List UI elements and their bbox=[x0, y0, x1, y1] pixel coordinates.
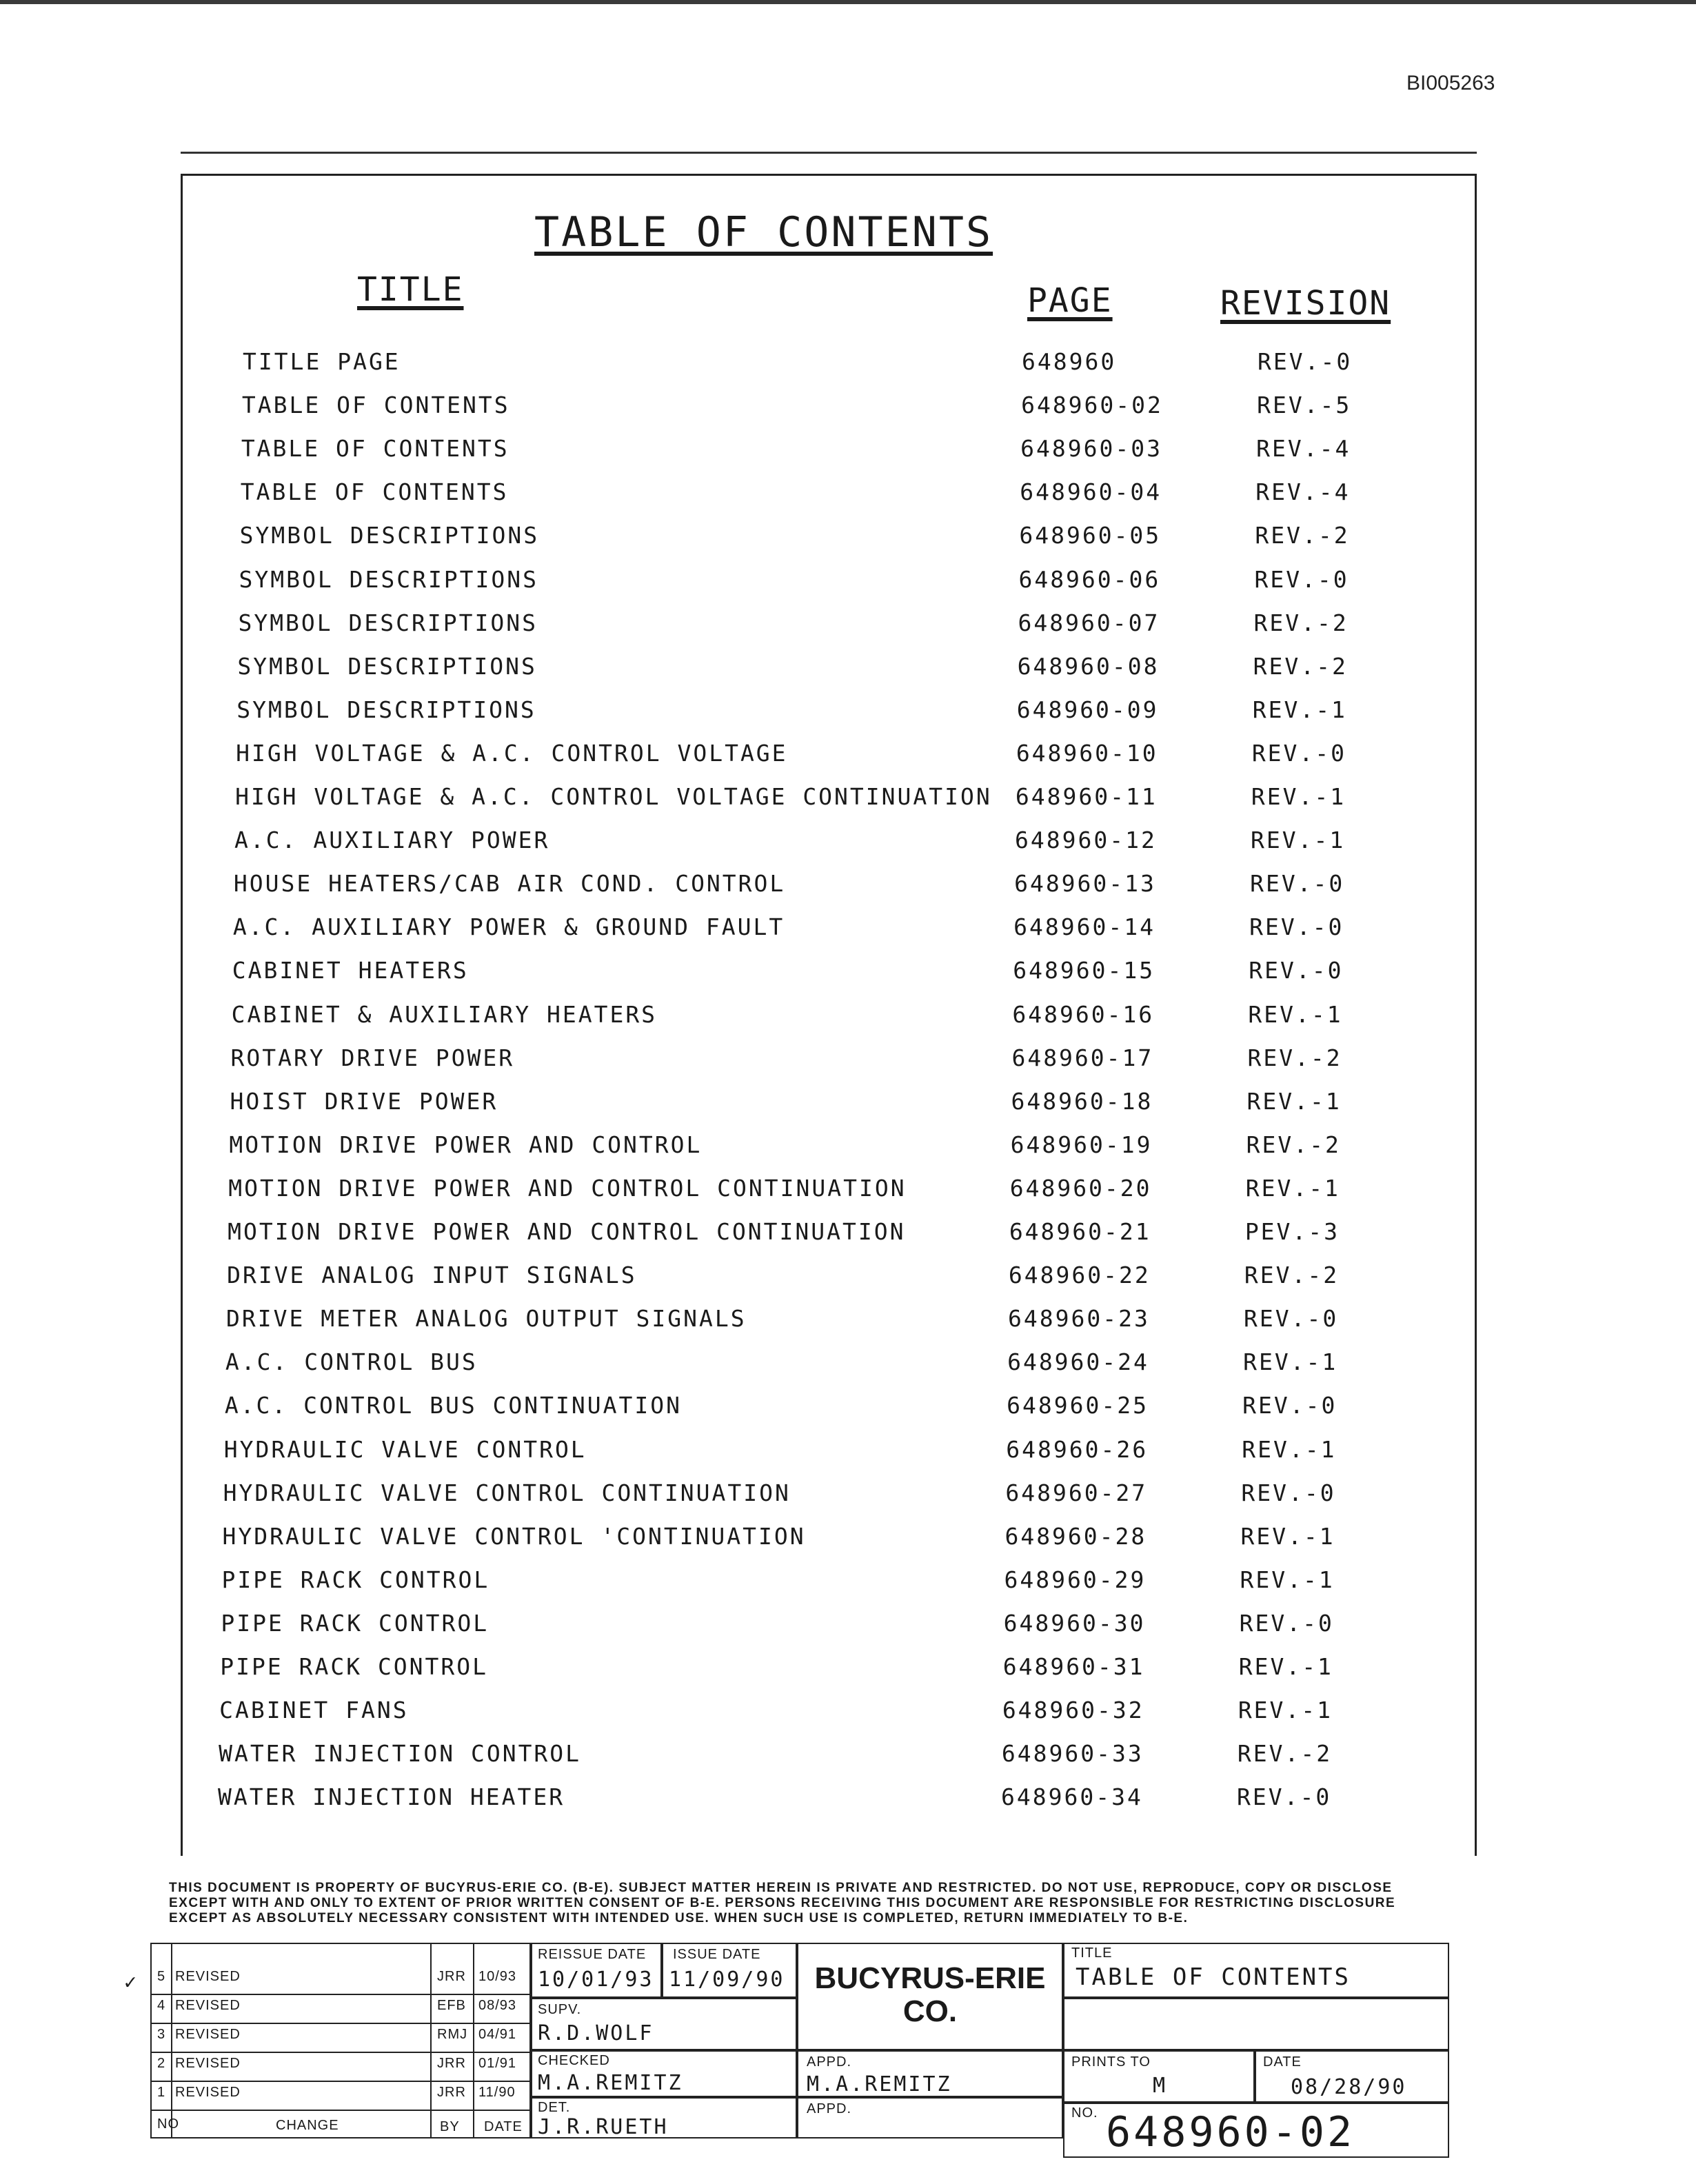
row-title: HYDRAULIC VALVE CONTROL 'CONTINUATION bbox=[222, 1522, 806, 1550]
prints-to-value: M bbox=[1153, 2074, 1168, 2098]
row-page: 648960-26 bbox=[1006, 1435, 1149, 1463]
row-title: HOIST DRIVE POWER bbox=[230, 1087, 498, 1115]
rev-header-date: DATE bbox=[484, 2119, 523, 2134]
contents-row bbox=[0, 1653, 1696, 1695]
date-value: 08/28/90 bbox=[1291, 2075, 1407, 2099]
contents-row bbox=[0, 1175, 1696, 1216]
row-page: 648960-19 bbox=[1010, 1131, 1153, 1158]
contents-row bbox=[0, 478, 1696, 520]
supervisor-value: R.D.WOLF bbox=[538, 2021, 654, 2045]
check-mark-icon: ✓ bbox=[124, 1970, 137, 1994]
row-revision: PEV.-3 bbox=[1244, 1218, 1340, 1245]
row-page: 648960-15 bbox=[1013, 957, 1155, 984]
contents-row bbox=[0, 783, 1696, 825]
reissue-date-value: 10/01/93 bbox=[538, 1968, 654, 1992]
row-page: 648960-08 bbox=[1017, 652, 1160, 680]
rev-change: REVISED bbox=[175, 1969, 241, 1984]
row-title: SYMBOL DESCRIPTIONS bbox=[236, 696, 536, 723]
row-page: 648960-25 bbox=[1007, 1392, 1149, 1419]
row-revision: REV.-1 bbox=[1238, 1697, 1333, 1724]
rev-no: 4 bbox=[157, 1998, 166, 2013]
rev-no: 3 bbox=[157, 2027, 166, 2042]
rev-date: 11/90 bbox=[478, 2085, 516, 2100]
drawing-number-value: 648960-02 bbox=[1106, 2108, 1355, 2156]
contents-row bbox=[0, 1218, 1696, 1260]
row-title: CABINET FANS bbox=[219, 1697, 409, 1724]
row-page: 648960-34 bbox=[1001, 1783, 1143, 1811]
row-revision: REV.-1 bbox=[1242, 1435, 1337, 1463]
row-revision: REV.-4 bbox=[1255, 478, 1351, 506]
detailer-cell bbox=[531, 2097, 797, 2138]
rev-by: EFB bbox=[437, 1998, 466, 2013]
contents-row bbox=[0, 827, 1696, 868]
row-title: CABINET & AUXILIARY HEATERS bbox=[231, 1000, 658, 1028]
row-revision: REV.-2 bbox=[1237, 1740, 1333, 1768]
contents-row bbox=[0, 1479, 1696, 1521]
row-page: 648960-11 bbox=[1015, 783, 1158, 810]
rev-change: REVISED bbox=[175, 2085, 241, 2100]
row-page: 648960-23 bbox=[1008, 1305, 1150, 1333]
date-label: DATE bbox=[1263, 2054, 1302, 2070]
row-revision: REV.-1 bbox=[1251, 827, 1346, 854]
row-title: A.C. CONTROL BUS CONTINUATION bbox=[224, 1392, 682, 1419]
title-column-header: TITLE bbox=[357, 270, 464, 309]
contents-row bbox=[0, 348, 1696, 390]
issue-date-cell bbox=[662, 1943, 797, 1998]
rev-by: JRR bbox=[437, 2085, 466, 2100]
checked-cell bbox=[531, 2050, 797, 2097]
page-column-header: PAGE bbox=[1027, 281, 1113, 320]
approved-label: APPD. bbox=[807, 2054, 852, 2070]
rev-date: 10/93 bbox=[478, 1969, 517, 1984]
title-label: TITLE bbox=[1071, 1945, 1113, 1961]
row-revision: REV.-2 bbox=[1253, 652, 1348, 680]
issue-date-value: 11/09/90 bbox=[669, 1968, 785, 1992]
row-page: 648960-20 bbox=[1009, 1174, 1152, 1202]
contents-row bbox=[0, 870, 1696, 911]
drawing-number-label: NO. bbox=[1071, 2105, 1098, 2121]
detailer-label: DET. bbox=[538, 2100, 571, 2115]
row-page: 648960-29 bbox=[1004, 1566, 1147, 1593]
title-cell bbox=[1063, 1943, 1449, 1998]
rev-no: 5 bbox=[157, 1969, 166, 1984]
contents-row bbox=[0, 609, 1696, 651]
row-revision: REV.-1 bbox=[1240, 1522, 1335, 1550]
contents-row bbox=[0, 566, 1696, 607]
row-title: TABLE OF CONTENTS bbox=[241, 392, 510, 419]
contents-row bbox=[0, 1436, 1696, 1477]
contents-row bbox=[0, 653, 1696, 694]
row-revision: REV.-1 bbox=[1246, 1087, 1342, 1115]
row-title: A.C. CONTROL BUS bbox=[225, 1348, 478, 1376]
scan-top-edge bbox=[0, 0, 1696, 4]
rev-date: 01/91 bbox=[478, 2056, 517, 2071]
row-page: 648960-31 bbox=[1002, 1653, 1145, 1680]
row-title: SYMBOL DESCRIPTIONS bbox=[238, 609, 538, 636]
rev-column-divider bbox=[430, 1944, 432, 2137]
row-revision: REV.-0 bbox=[1241, 1479, 1336, 1506]
row-title: ROTARY DRIVE POWER bbox=[230, 1044, 515, 1071]
row-title: TABLE OF CONTENTS bbox=[240, 478, 509, 506]
row-title: HIGH VOLTAGE & A.C. CONTROL VOLTAGE bbox=[236, 739, 788, 767]
issue-date-label: ISSUE DATE bbox=[673, 1947, 761, 1962]
row-page: 648960-30 bbox=[1003, 1609, 1146, 1637]
rev-no: 1 bbox=[157, 2085, 166, 2100]
contents-row bbox=[0, 1001, 1696, 1042]
row-revision: REV.-1 bbox=[1240, 1566, 1335, 1593]
rev-by: JRR bbox=[437, 2056, 466, 2071]
reissue-date-cell bbox=[531, 1943, 662, 1998]
row-revision: REV.-1 bbox=[1243, 1348, 1338, 1376]
company-cell bbox=[797, 1943, 1063, 2050]
row-revision: REV.-0 bbox=[1239, 1609, 1334, 1637]
row-title: SYMBOL DESCRIPTIONS bbox=[237, 652, 537, 680]
contents-row bbox=[0, 1392, 1696, 1433]
row-page: 648960-13 bbox=[1014, 870, 1156, 898]
supervisor-cell bbox=[531, 1998, 797, 2050]
contents-row bbox=[0, 1305, 1696, 1346]
row-page: 648960-18 bbox=[1011, 1087, 1153, 1115]
checked-value: M.A.REMITZ bbox=[538, 2071, 683, 2095]
contents-row bbox=[0, 522, 1696, 563]
row-revision: REV.-0 bbox=[1250, 870, 1345, 898]
rev-header-change: CHANGE bbox=[276, 2118, 339, 2133]
contents-row bbox=[0, 740, 1696, 781]
contents-row bbox=[0, 1566, 1696, 1608]
row-title: SYMBOL DESCRIPTIONS bbox=[239, 522, 540, 549]
row-page: 648960-28 bbox=[1005, 1522, 1147, 1550]
row-revision: REV.-1 bbox=[1248, 1000, 1343, 1028]
revision-table bbox=[150, 1943, 531, 2138]
contents-row bbox=[0, 435, 1696, 476]
row-page: 648960-09 bbox=[1016, 696, 1159, 723]
row-revision: REV.-2 bbox=[1255, 522, 1350, 549]
row-page: 648960-16 bbox=[1012, 1000, 1155, 1028]
row-revision: REV.-0 bbox=[1249, 913, 1344, 941]
row-revision: REV.-0 bbox=[1251, 739, 1347, 767]
row-title: HOUSE HEATERS/CAB AIR COND. CONTROL bbox=[233, 870, 786, 898]
row-revision: REV.-2 bbox=[1253, 609, 1349, 636]
row-page: 648960-17 bbox=[1011, 1044, 1154, 1071]
row-page: 648960-22 bbox=[1008, 1262, 1151, 1289]
row-title: PIPE RACK CONTROL bbox=[221, 1609, 489, 1637]
row-page: 648960-05 bbox=[1019, 522, 1162, 549]
row-page: 648960-02 bbox=[1021, 392, 1163, 419]
row-title: DRIVE ANALOG INPUT SIGNALS bbox=[227, 1262, 637, 1289]
contents-row bbox=[0, 1262, 1696, 1303]
contents-row bbox=[0, 1088, 1696, 1129]
row-title: MOTION DRIVE POWER AND CONTROL bbox=[229, 1131, 703, 1158]
row-revision: REV.-1 bbox=[1252, 696, 1347, 723]
row-page: 648960-14 bbox=[1013, 913, 1155, 941]
row-revision: REV.-0 bbox=[1237, 1783, 1332, 1811]
proprietary-notice: THIS DOCUMENT IS PROPERTY OF BUCYRUS-ERIE CO. (B-E). SUBJECT MATTER HEREIN IS PRIVATE AND RESTRICTED. DO NOT USE, REPRODUCE, COPY OR DISCLOSE EXCEPT WITH AND ONLY TO EXTENT OF PRIOR WRITTEN CONSENT OF B-E. PERSONS RECEIVING THIS DOCUMENT ARE RESPONSIBLE FOR RESTRICTING DISCLOSURE EXCEPT AS ABSOLUTELY NECESSARY CONSISTENT WITH INTENDED USE. WHEN SUCH USE IS COMPLETED, RETURN IMMEDIATELY TO B-E. bbox=[169, 1881, 1396, 1925]
row-page: 648960-24 bbox=[1007, 1348, 1149, 1376]
approved-2-label: APPD. bbox=[807, 2101, 852, 2116]
row-title: TITLE PAGE bbox=[243, 348, 401, 375]
contents-row bbox=[0, 1740, 1696, 1781]
row-revision: REV.-0 bbox=[1249, 957, 1344, 984]
row-page: 648960-27 bbox=[1005, 1479, 1148, 1506]
rev-no: 2 bbox=[157, 2056, 166, 2071]
row-page: 648960-03 bbox=[1020, 435, 1162, 463]
contents-row bbox=[0, 1610, 1696, 1651]
contents-row bbox=[0, 1348, 1696, 1390]
row-title: HYDRAULIC VALVE CONTROL bbox=[223, 1435, 587, 1463]
rev-change: REVISED bbox=[175, 2056, 241, 2071]
prints-to-label: PRINTS TO bbox=[1071, 2054, 1151, 2070]
row-revision: REV.-0 bbox=[1244, 1305, 1339, 1333]
row-page: 648960-10 bbox=[1016, 739, 1158, 767]
revision-column-header: REVISION bbox=[1220, 284, 1391, 323]
row-title: PIPE RACK CONTROL bbox=[221, 1566, 490, 1593]
row-revision: REV.-1 bbox=[1251, 783, 1346, 810]
rev-column-divider bbox=[473, 1944, 474, 2137]
document-id: BI005263 bbox=[1406, 72, 1495, 94]
row-page: 648960-33 bbox=[1001, 1740, 1144, 1768]
title-blank-cell bbox=[1063, 1998, 1449, 2050]
frame-top-rule bbox=[181, 152, 1477, 154]
page-title: TABLE OF CONTENTS bbox=[534, 208, 993, 256]
row-revision: REV.-0 bbox=[1258, 348, 1353, 375]
row-title: SYMBOL DESCRIPTIONS bbox=[239, 565, 539, 593]
checked-label: CHECKED bbox=[538, 2053, 610, 2068]
row-title: A.C. AUXILIARY POWER & GROUND FAULT bbox=[232, 913, 785, 941]
row-revision: REV.-2 bbox=[1247, 1044, 1342, 1071]
contents-row bbox=[0, 1523, 1696, 1564]
contents-row bbox=[0, 1783, 1696, 1825]
rev-change: REVISED bbox=[175, 1998, 241, 2013]
contents-row bbox=[0, 913, 1696, 955]
row-page: 648960-07 bbox=[1018, 609, 1160, 636]
contents-row bbox=[0, 1131, 1696, 1173]
row-page: 648960-32 bbox=[1002, 1697, 1144, 1724]
row-revision: REV.-4 bbox=[1256, 435, 1351, 463]
rev-change: REVISED bbox=[175, 2027, 241, 2042]
row-revision: REV.-1 bbox=[1245, 1174, 1340, 1202]
reissue-date-label: REISSUE DATE bbox=[538, 1947, 647, 1962]
rev-date: 08/93 bbox=[478, 1998, 517, 2013]
contents-row bbox=[0, 392, 1696, 433]
row-title: MOTION DRIVE POWER AND CONTROL CONTINUATION bbox=[228, 1174, 907, 1202]
row-page: 648960 bbox=[1022, 348, 1117, 375]
row-title: A.C. AUXILIARY POWER bbox=[234, 827, 550, 854]
row-title: DRIVE METER ANALOG OUTPUT SIGNALS bbox=[226, 1305, 747, 1333]
rev-column-divider bbox=[171, 1944, 172, 2137]
detailer-value: J.R.RUETH bbox=[538, 2115, 669, 2139]
prints-to-cell bbox=[1063, 2050, 1255, 2103]
contents-row bbox=[0, 1044, 1696, 1086]
rev-header-by: BY bbox=[440, 2119, 460, 2134]
row-page: 648960-04 bbox=[1020, 478, 1162, 506]
row-title: WATER INJECTION HEATER bbox=[218, 1783, 565, 1811]
rev-by: JRR bbox=[437, 1969, 466, 1984]
row-title: HIGH VOLTAGE & A.C. CONTROL VOLTAGE CONTINUATION bbox=[235, 783, 992, 810]
contents-row bbox=[0, 1697, 1696, 1738]
row-title: MOTION DRIVE POWER AND CONTROL CONTINUATION bbox=[228, 1218, 906, 1245]
contents-row bbox=[0, 957, 1696, 998]
drawing-number-cell bbox=[1063, 2103, 1449, 2158]
row-page: 648960-12 bbox=[1015, 827, 1157, 854]
row-title: TABLE OF CONTENTS bbox=[241, 435, 509, 463]
date-cell bbox=[1255, 2050, 1449, 2103]
rev-date: 04/91 bbox=[478, 2027, 517, 2042]
row-revision: REV.-0 bbox=[1254, 565, 1349, 593]
approved-cell bbox=[797, 2050, 1063, 2097]
supervisor-label: SUPV. bbox=[538, 2002, 582, 2017]
contents-row bbox=[0, 696, 1696, 738]
row-revision: REV.-5 bbox=[1257, 392, 1352, 419]
row-revision: REV.-2 bbox=[1244, 1262, 1340, 1289]
row-title: WATER INJECTION CONTROL bbox=[219, 1740, 582, 1768]
company-name: BUCYRUS-ERIE CO. bbox=[814, 1961, 1046, 2028]
row-revision: REV.-0 bbox=[1242, 1392, 1337, 1419]
approved-value: M.A.REMITZ bbox=[807, 2072, 952, 2096]
row-title: HYDRAULIC VALVE CONTROL CONTINUATION bbox=[223, 1479, 791, 1506]
row-page: 648960-21 bbox=[1009, 1218, 1151, 1245]
title-value: TABLE OF CONTENTS bbox=[1076, 1963, 1351, 1991]
row-revision: REV.-1 bbox=[1238, 1653, 1333, 1680]
row-title: PIPE RACK CONTROL bbox=[220, 1653, 489, 1680]
rev-by: RMJ bbox=[437, 2027, 468, 2042]
row-revision: REV.-2 bbox=[1246, 1131, 1341, 1158]
row-page: 648960-06 bbox=[1018, 565, 1161, 593]
row-title: CABINET HEATERS bbox=[232, 957, 469, 984]
approved-2-cell bbox=[797, 2097, 1063, 2138]
rev-header-no: NO bbox=[157, 2116, 179, 2132]
